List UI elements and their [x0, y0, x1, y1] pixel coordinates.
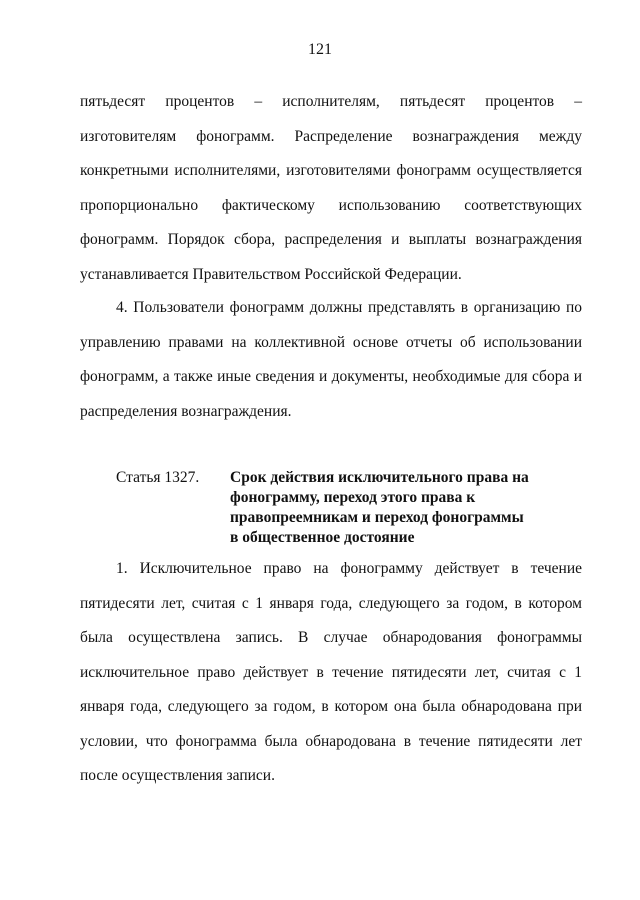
paragraph-user-reports: 4. Пользователи фонограмм должны представлять в организацию по управлению правами на коллективной основе отчеты об использовании фонограмм, а также иные сведения и документы, необходимые для сбора и распределения вознаграждения.: [80, 299, 582, 420]
article-title: Срок действия исключительного права на фонограмму, переход этого права к правопреемникам и переход фонограммы в общественное достояние: [230, 469, 529, 546]
paragraph-term-of-right: 1. Исключительное право на фонограмму действует в течение пятидесяти лет, считая с 1 января года, следующего за годом, в котором была осуществлена запись. В случае обнародования фонограммы исключительное право действует в течение пятидесяти лет, считая с 1 января года, следующего за годом, в котором она была обнародована при условии, что фонограмма была обнародована в течение пятидесяти лет после осуществления записи.: [80, 560, 582, 784]
page-number: 121: [308, 41, 332, 58]
article-number: Статья 1327.: [116, 469, 200, 486]
paragraph-remuneration-distribution: пятьдесят процентов – исполнителям, пятьдесят процентов – изготовителям фонограмм. Распределение вознаграждения между конкретными исполнителями, изготовителями фонограмм осуществляется пропорционально фактическому использованию соответствующих фонограмм. Порядок сбора, распределения и выплаты вознаграждения устанавливается Правительством Российской Федерации.: [80, 93, 582, 283]
